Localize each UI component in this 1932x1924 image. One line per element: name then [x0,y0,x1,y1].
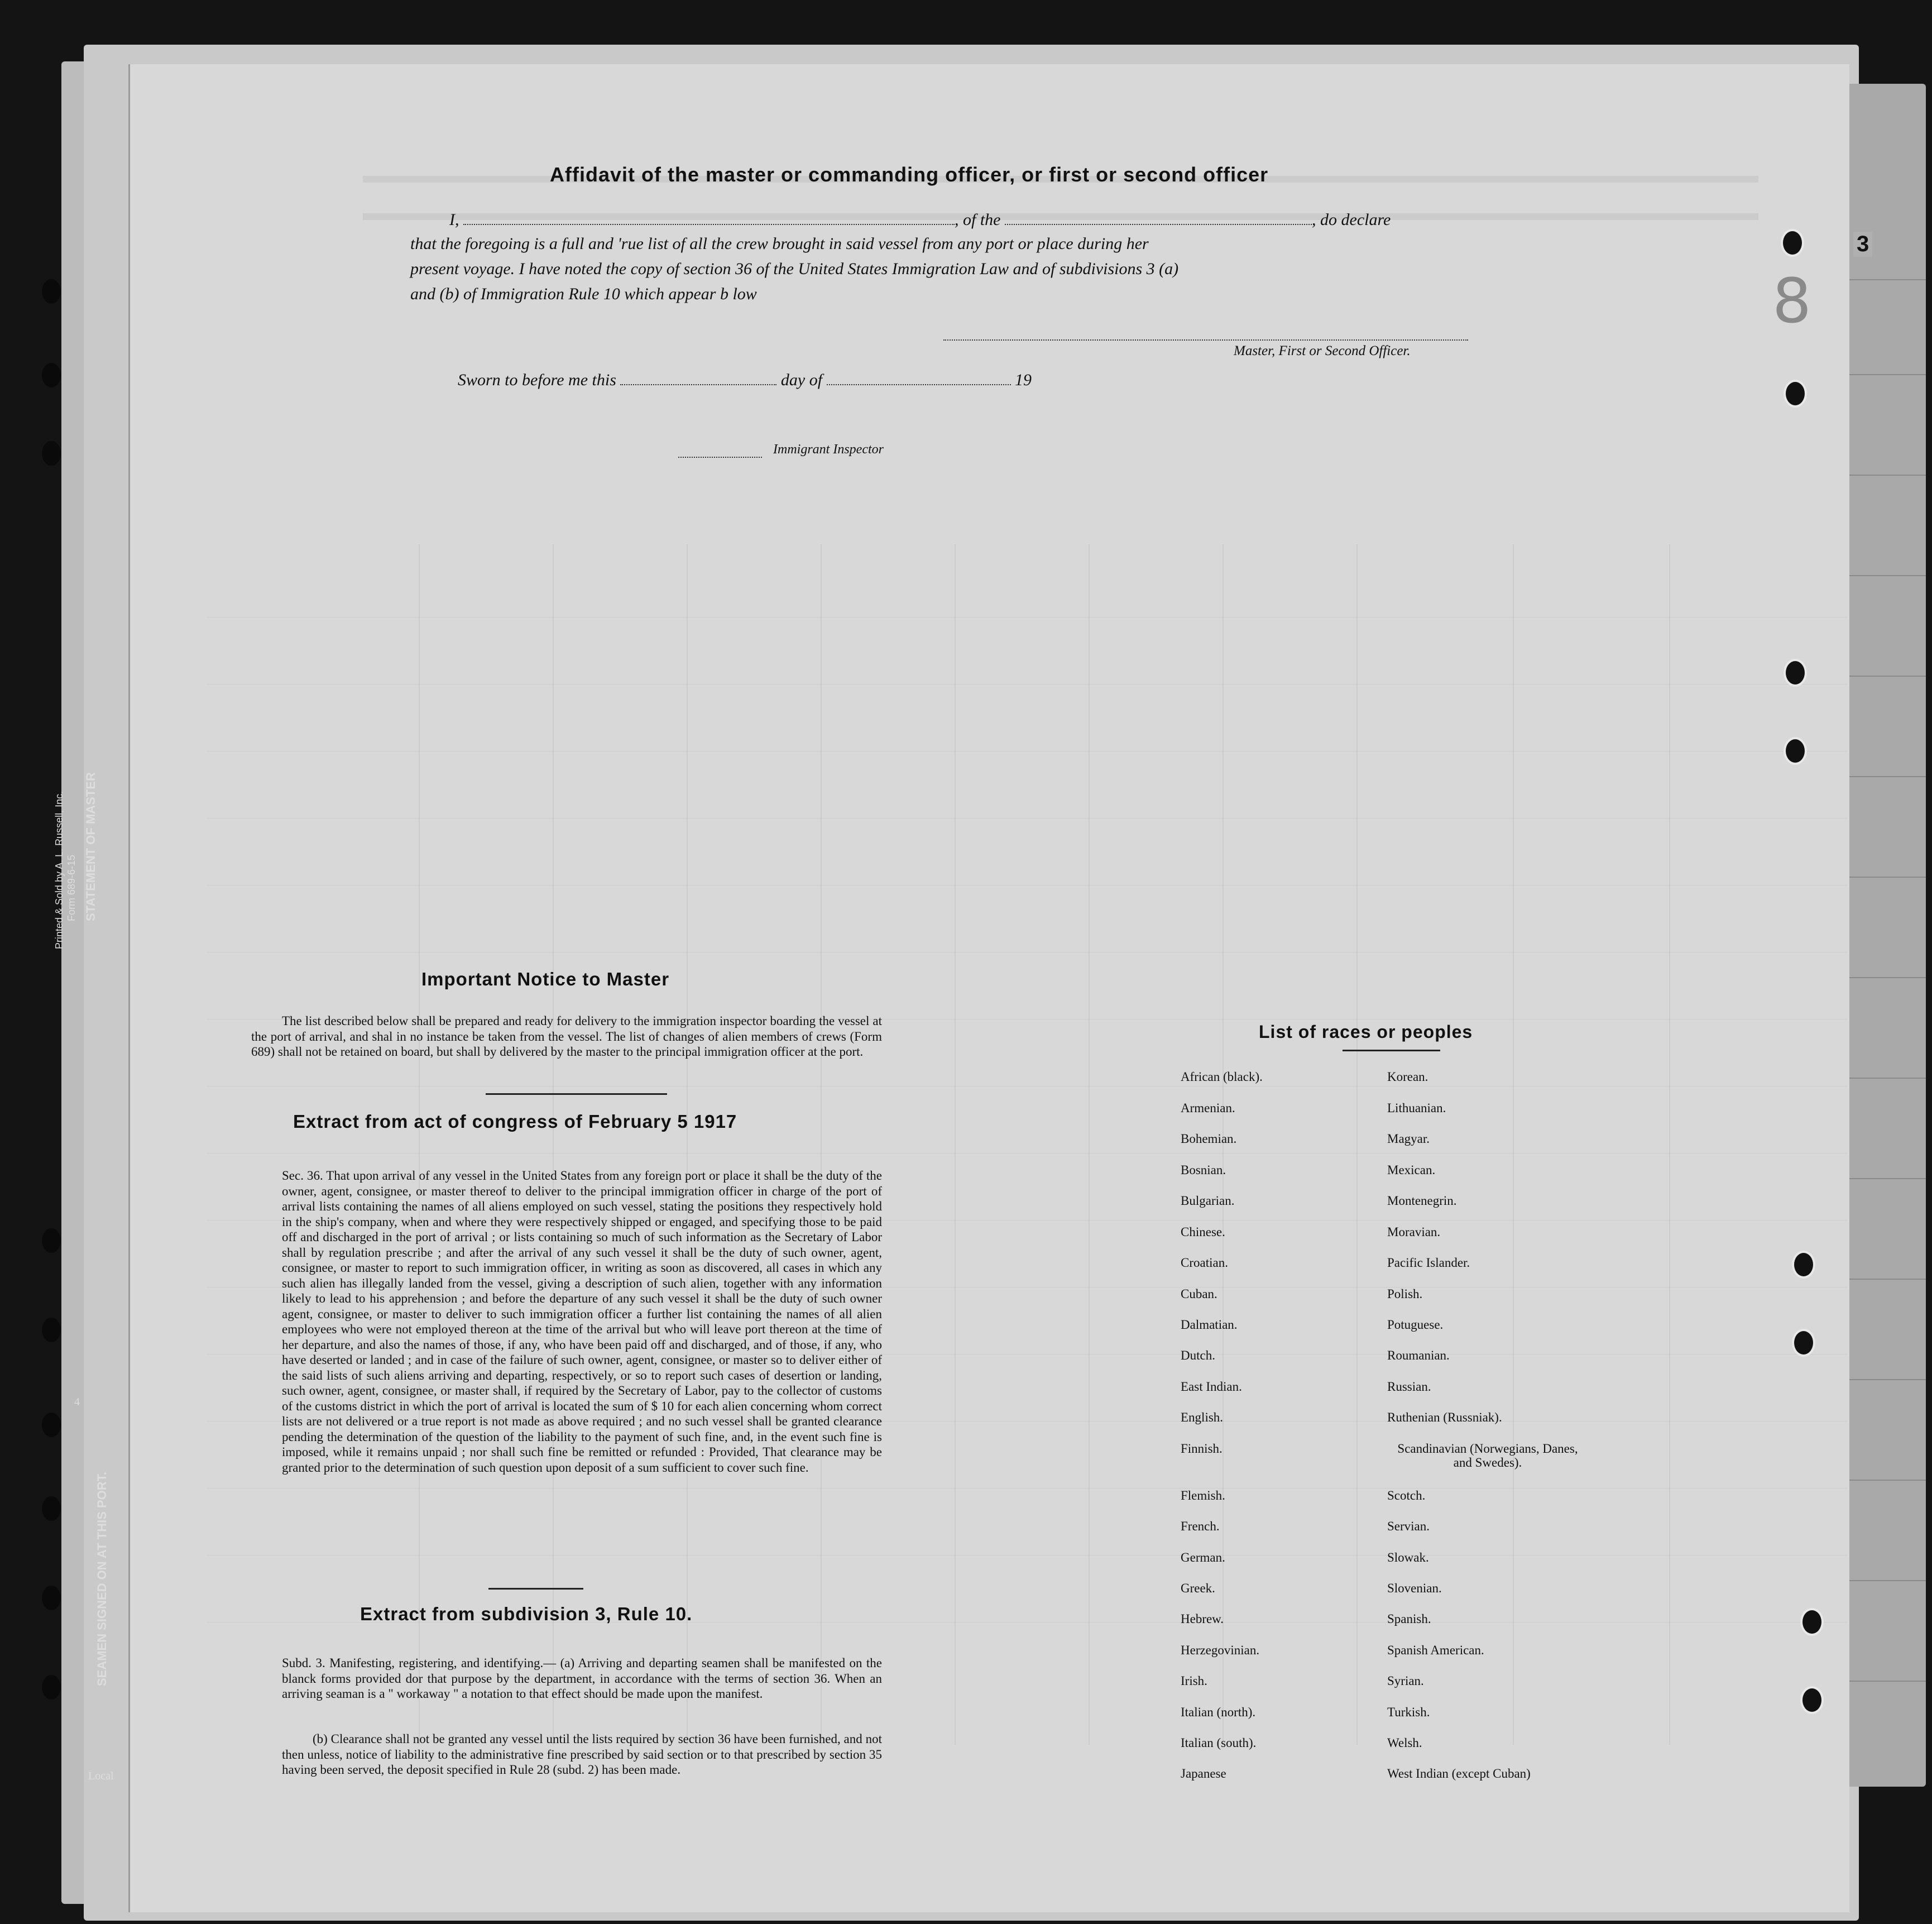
race-item: Slovenian. [1387,1581,1442,1595]
sworn-line [458,370,1032,390]
race-item: English. [1181,1410,1224,1424]
inspector-signature-line [678,457,762,458]
race-item: Moravian. [1387,1225,1441,1239]
race-item: Dalmatian. [1181,1318,1238,1332]
divider [488,1588,583,1590]
race-item: Magyar. [1387,1132,1430,1146]
binder-hole [42,1228,61,1253]
divider [486,1093,667,1095]
race-item: Ruthenian (Russniak). [1387,1410,1502,1424]
race-item: Italian (north). [1181,1705,1256,1719]
race-item: Croatian. [1181,1256,1228,1270]
spine-page-number: 4 [74,1396,80,1408]
race-item: Spanish American. [1387,1643,1484,1657]
affidavit-i: I, [449,210,459,229]
notice-text: The list described below shall be prepared and ready for delivery to the immigration inspector boarding the vessel at the port of arrival, and shal in no instance be taken from the vessel. The list of changes of alien members of crews (Form 689) shall not be retained on board, but shall by delivered by the master to the principal immigration officer at the port. [251,1014,882,1059]
race-item: French. [1181,1519,1220,1533]
affidavit-page [128,64,1849,1912]
races-title: List of races or peoples [1259,1022,1473,1042]
race-item: Hebrew. [1181,1612,1224,1626]
title-underline [1343,1050,1440,1051]
binder-hole [42,1496,61,1521]
race-item: German. [1181,1550,1225,1564]
vessel-blank [1005,209,1312,225]
race-item: Scotch. [1387,1489,1426,1502]
binder-ring [1784,659,1807,687]
race-item: West Indian (except Cuban) [1387,1767,1531,1781]
race-item: Spanish. [1387,1612,1431,1626]
binder-hole [42,1318,61,1342]
race-item: Welsh. [1387,1736,1422,1750]
race-item: Herzegovinian. [1181,1643,1260,1657]
binder-hole [42,363,61,387]
sheet-number: 3 [1853,232,1872,257]
form-number: Form 689-6-15 [66,854,77,921]
inspector-label: Immigrant Inspector [773,442,884,457]
race-item: East Indian. [1181,1380,1242,1394]
race-item: Chinese. [1181,1225,1225,1239]
race-item: Russian. [1387,1380,1431,1394]
rule-paragraph-a: Subd. 3. Manifesting, registering, and identifying.— (a) Arriving and departing seamen shall be manifested on the blanck forms provided dor that purpose by the department, in accordance with the terms of section 36. When an arriving seaman is a " workaway " a notation to that effect should be made upon the manifest. [282,1656,882,1701]
binder-hole [42,1586,61,1610]
binder-ring [1784,380,1807,408]
race-item: Italian (south). [1181,1736,1257,1750]
binder-hole [42,441,61,466]
race-item: Finnish. [1181,1442,1223,1456]
day-blank [620,370,776,385]
notice-title: Important Notice to Master [421,969,670,989]
extract-act-text: Sec. 36. That upon arrival of any vessel in the United States from any foreign port or place it shall be the duty of the owner, agent, consignee, or master thereof to deliver to the principal immigration officer in charge of the port of arrival lists containing the names of all aliens employed on such vessel, stating the positions they respectively hold in the ship's company, when and where they were respectively shipped or engaged, and specifying those to be paid off and discharged in the port of arrival ; or lists containing so much of such information as the Secretary of Labor shall by regulation prescribe ; and after the arrival of any such vessel it shall be the duty of such owner, agent, consignee, or master to report to such immigration officer, in writing as soon as discovered, all cases in which any such alien has illegally landed from the vessel, giving a description of such alien, together with any information likely to lead to his apprehension ; and before the departure of any such vessel it shall be the duty of such owner agent, consignee, or master to deliver to such immigration officer a further list containing the names of all alien employees who were not employed thereon at the time of the arrival but who will leave port thereon at the time of her departure, and also the names of those, if any, who have been paid off and discharged, and of those, if any, who have deserted or landed ; and in case of the failure of such owner, agent, consignee, or master so to deliver either of the said lists of such aliens arriving and departing, respectively, or so to report such cases of desertion or landing, such owner, agent, consignee, or master shall, if required by the Secretary of Labor, pay to the collector of customs of the customs district in which the port of arrival is located the sum of $ 10 for each alien concerning whom correct lists are not delivered or a true report is not made as above required ; and no such vessel shall be granted clearance pending the determination of the question of the liability to the payment of such fine, and, in the event such fine is imposed, while it remains unpaid ; nor shall such fine be remitted or refunded : Provided, That clearance may be granted prior to the determination of such question upon deposit of a sum sufficient to cover such fine. [282,1169,882,1475]
master-label: Master, First or Second Officer. [1234,343,1411,358]
race-item: Bulgarian. [1181,1194,1235,1208]
race-item: Korean. [1387,1070,1428,1084]
affidavit-line-1 [449,209,1391,229]
race-item: Bosnian. [1181,1163,1226,1177]
affidavit-line-2: that the foregoing is a full and 'rue list of all the crew brought in said vessel from any port or place during her [410,234,1149,253]
race-item: Polish. [1387,1287,1423,1301]
binder-ring [1781,229,1804,257]
affidavit-line-3: present voyage. I have noted the copy of section 36 of the United States Immigration Law and of subdivisions 3 (a) [410,260,1179,278]
race-item: Scandinavian (Norwegians, Danes, and Swedes). [1397,1442,1578,1470]
race-item: Japanese [1181,1767,1226,1781]
statement-label: STATEMENT OF MASTER [84,772,98,921]
race-item: Turkish. [1387,1705,1430,1719]
race-item: Servian. [1387,1519,1430,1533]
binder-ring [1792,1329,1815,1357]
race-item: Armenian. [1181,1101,1235,1115]
binder-ring [1784,737,1807,765]
sworn-text: Sworn to before me this [458,371,616,389]
race-item: Syrian. [1387,1674,1424,1688]
binder-ring [1800,1608,1824,1636]
printer-credit: Printed & Sold by A. L. Russell, Inc. [54,791,65,949]
affidavit-declare: , do declare [1312,210,1391,229]
race-item: Greek. [1181,1581,1215,1595]
race-item: Mexican. [1387,1163,1436,1177]
race-item: Lithuanian. [1387,1101,1446,1115]
race-item: Montenegrin. [1387,1194,1457,1208]
name-blank [463,209,955,225]
race-item: African (black). [1181,1070,1263,1084]
pencil-number: 8 [1772,265,1811,337]
spine-local-label: Local [88,1770,114,1782]
race-item: Dutch. [1181,1348,1215,1362]
race-item: Flemish. [1181,1489,1225,1502]
race-item: Irish. [1181,1674,1207,1688]
extract-rule-title: Extract from subdivision 3, Rule 10. [360,1604,693,1624]
race-item: Bohemian. [1181,1132,1237,1146]
rule-paragraph-b: (b) Clearance shall not be granted any vessel until the lists required by section 36 have been furnished, and not then unless, notice of liability to the administrative fine prescribed by said section or to that prescribed by section 35 having been served, the deposit specified in Rule 28 (subd. 2) has been made. [282,1732,882,1777]
master-signature-line [943,339,1468,341]
race-item: Slowak. [1387,1550,1429,1564]
binder-ring [1792,1251,1815,1279]
race-item: Roumanian. [1387,1348,1450,1362]
extract-act-title: Extract from act of congress of February 5 1917 [293,1111,737,1132]
month-blank [827,370,1011,385]
binder-hole [42,1413,61,1437]
race-item: Pacific Islander. [1387,1256,1470,1270]
affidavit-line-4: and (b) of Immigration Rule 10 which appear b low [410,285,757,303]
race-item: Cuban. [1181,1287,1217,1301]
binder-ring [1800,1686,1824,1714]
affidavit-title: Affidavit of the master or commanding officer, or first or second officer [550,163,1269,186]
binder-hole [42,1675,61,1700]
year-prefix: 19 [1015,371,1032,389]
race-item: Potuguese. [1387,1318,1444,1332]
affidavit-of-the: , of the [955,210,1001,229]
seamen-signed-label: SEAMEN SIGNED ON AT THIS PORT. [95,1472,109,1686]
binder-hole [42,279,61,304]
day-of-text: day of [780,371,823,389]
